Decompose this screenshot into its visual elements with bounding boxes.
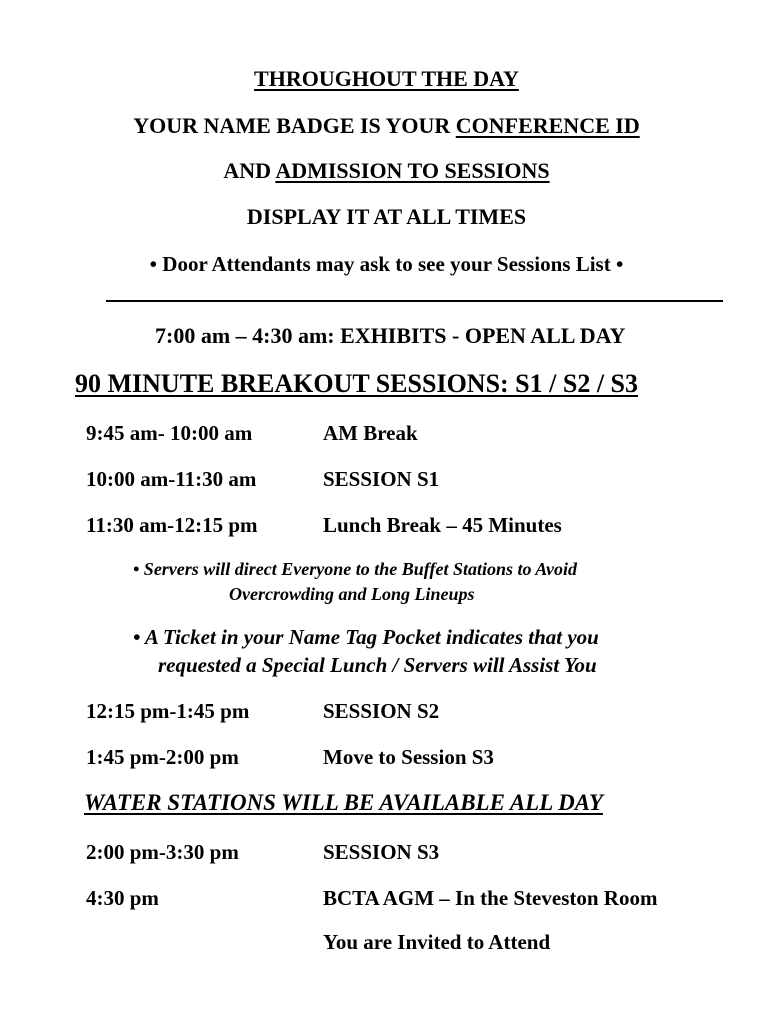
badge-prefix: YOUR NAME BADGE IS YOUR [133, 113, 456, 138]
ticket-note-line1: • A Ticket in your Name Tag Pocket indicates that you [133, 625, 599, 649]
schedule-event: AM Break [323, 421, 418, 445]
schedule-time: 11:30 am-12:15 pm [86, 513, 258, 537]
throughout-heading: THROUGHOUT THE DAY [254, 66, 519, 91]
divider-rule [106, 300, 723, 302]
schedule-time: 1:45 pm-2:00 pm [86, 745, 239, 769]
schedule-time: 10:00 am-11:30 am [86, 467, 257, 491]
exhibits-line: 7:00 am – 4:30 am: EXHIBITS - OPEN ALL DAY [155, 323, 626, 348]
schedule-time: 2:00 pm-3:30 pm [86, 840, 239, 864]
header-line-throughout [0, 66, 773, 92]
schedule-event: SESSION S2 [323, 699, 440, 723]
schedule-time: 4:30 pm [86, 886, 159, 910]
servers-note-line2: Overcrowding and Long Lineups [229, 584, 475, 604]
header-line-badge [0, 113, 773, 139]
display-line: DISPLAY IT AT ALL TIMES [246, 204, 527, 229]
ticket-note-line2: requested a Special Lunch / Servers will Assist You [158, 653, 597, 677]
schedule-time: 9:45 am- 10:00 am [86, 421, 253, 445]
header-line-admission [0, 158, 773, 184]
schedule-event: BCTA AGM – In the Steveston Room [323, 886, 658, 910]
water-stations-notice: WATER STATIONS WILL BE AVAILABLE ALL DAY [84, 790, 603, 815]
closing-line: You are Invited to Attend [323, 930, 551, 954]
admission-text: ADMISSION TO SESSIONS [275, 158, 550, 183]
schedule-event: SESSION S1 [323, 467, 440, 491]
schedule-event: SESSION S3 [323, 840, 440, 864]
schedule-event: Lunch Break – 45 Minutes [323, 513, 562, 537]
conference-id-text: CONFERENCE ID [455, 113, 640, 138]
breakout-title: 90 MINUTE BREAKOUT SESSIONS: S1 / S2 / S3 [75, 369, 639, 398]
admission-prefix: AND [223, 158, 276, 183]
servers-note-line1: • Servers will direct Everyone to the Buffet Stations to Avoid [133, 559, 577, 579]
schedule-event: Move to Session S3 [323, 745, 494, 769]
door-attendants-line: • Door Attendants may ask to see your Sessions List • [149, 252, 624, 276]
schedule-time: 12:15 pm-1:45 pm [86, 699, 250, 723]
